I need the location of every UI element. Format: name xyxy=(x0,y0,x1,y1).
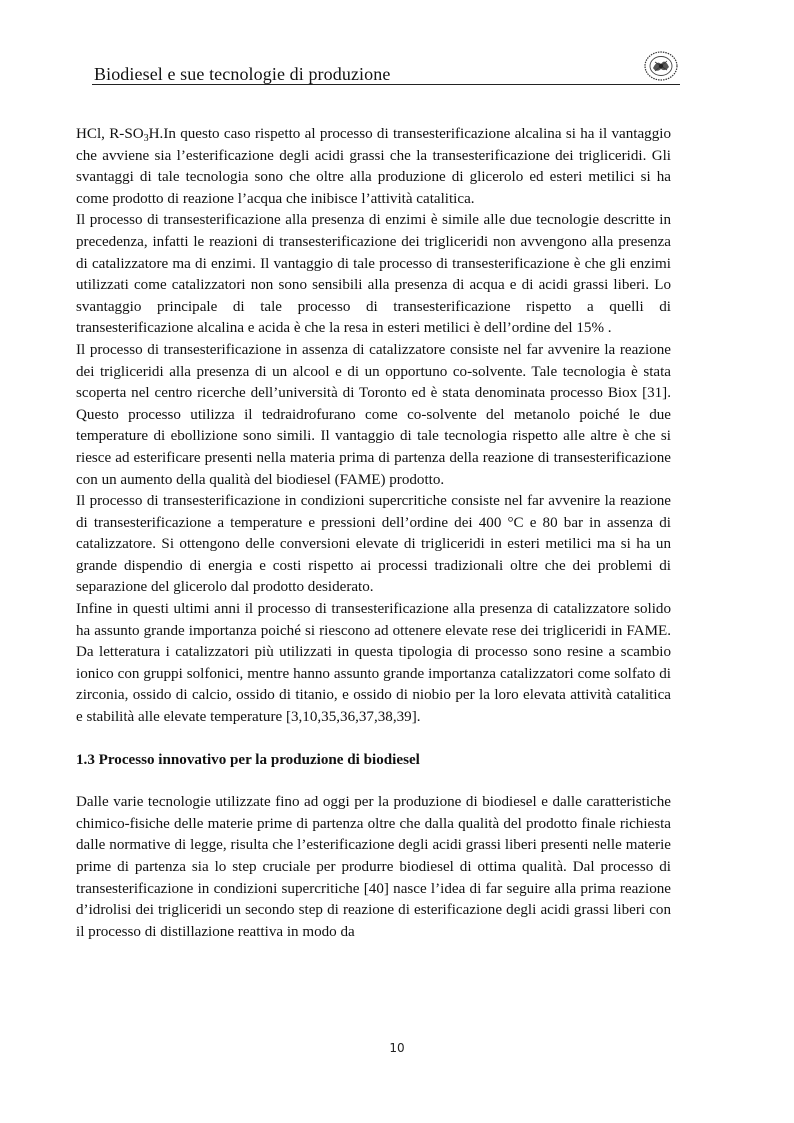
section-heading: 1.3 Processo innovativo per la produzione di biodiesel xyxy=(76,751,420,768)
page-body-text xyxy=(76,124,671,943)
header-rule xyxy=(92,84,680,85)
page-number: 10 xyxy=(389,1041,405,1055)
paragraph: Dalle varie tecnologie utilizzate fino ad oggi per la produzione di biodiesel e dalle caratteristiche chimico-fisiche delle materie prime di partenza oltre che dalla qualità del prodotto finale richiesta dalle normative di legge, risulta che l’esterificazione degli acidi grassi liberi presenti nelle materie prime di partenza sia lo step cruciale per produrre biodiesel di ottima qualità. Dal processo di transesterificazione in condizioni supercritiche [40] nasce l’idea di far seguire alla prima reazione d’idrolisi dei trigliceridi un secondo step di reazione di esterificazione degli acidi grassi liberi con il processo di distillazione reattiva in modo da xyxy=(76,794,671,940)
paragraph: Il processo di transesterificazione in condizioni supercritiche consiste nel far avvenire la reazione di transesterificazione a temperature e pressioni dell’ordine dei 400 °C e 80 bar in assenza di catalizzatore. Si ottengono delle conversioni elevate di trigliceridi in esteri metilici ma si ha un grande dispendio di energia e costi rispetto ai processi tradizionali oltre che dei problemi di separazione del glicerolo dal prodotto desiderato. xyxy=(76,493,671,596)
paragraph: HCl, $R-SO_3H.In$ questo caso rispetto al processo di transesterificazione alcalina si ha il vantaggio che avviene sia l’esterificazione degli acidi grassi che la transesterificazione dei trigliceridi. Gli svantaggi di tale tecnologia sono che oltre alla produzione di glicerolo ed esteri metilici si ha come prodotto di reazione l’acqua che inibisce l’attività catalitica. xyxy=(76,126,671,207)
running-header-title: Biodiesel e sue tecnologie di produzione xyxy=(94,64,391,84)
university-seal-icon xyxy=(643,50,679,82)
paragraph: Infine in questi ultimi anni il processo di transesterificazione alla presenza di catalizzatore solido ha assunto grande importanza poiché si riescono ad ottenere elevate rese dei trigliceridi in FAME. Da letteratura i catalizzatori più utilizzati in questa tipologia di processo sono resine a scambio ionico con gruppi solfonici, mentre hanno assunto grande importanza catalizzatori come solfato di zirconia, ossido di calcio, ossido di titanio, e ossido di niobio per la loro elevata attività catalitica e stabilità alle elevate temperature [3,10,35,36,37,38,39]. xyxy=(76,601,671,726)
paragraph: Il processo di transesterificazione in assenza di catalizzatore consiste nel far avvenire la reazione dei trigliceridi alla presenza di un alcool e di un opportuno co-solvente. Tale tecnologia è stata scoperta nel centro ricerche dell’università di Toronto ed è stata denominata processo Biox [31]. Questo processo utilizza il tedraidrofurano come co-solvente del metanolo poiché le due temperature di ebollizione sono simili. Il vantaggio di tale tecnologia rispetto alle altre è che si riesce ad esterificare presenti nella materia prima di partenza della reazione di transesterificazione con un aumento della qualità del biodiesel (FAME) prodotto. xyxy=(76,341,671,488)
paragraph: Il processo di transesterificazione alla presenza di enzimi è simile alle due tecnologie descritte in precedenza, infatti le reazioni di transesterificazione dei trigliceridi non avvengono alla presenza di catalizzatore ma di enzimi. Il vantaggio di tale processo di transesterificazione è che gli enzimi utilizzati come catalizzatori non sono sensibili alla presenza di acqua e di acidi grassi liberi. Lo svantaggio principale di tale processo di transesterificazione rispetto a quelli di transesterificazione alcalina e acida è che la resa in esteri metilici è dell’ordine del 15% . xyxy=(76,212,671,337)
